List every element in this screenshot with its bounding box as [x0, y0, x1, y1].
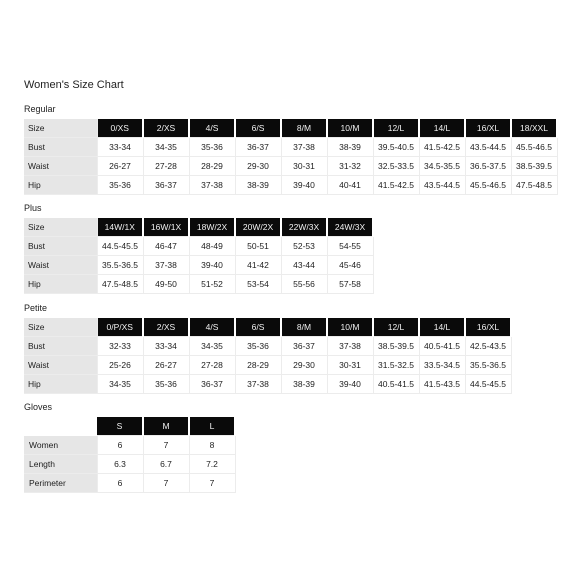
measurement-cell: 36-37 [189, 375, 235, 394]
size-header-cell: 14/L [419, 318, 465, 337]
measurement-cell: 38.5-39.5 [373, 337, 419, 356]
measurement-cell: 44.5-45.5 [97, 237, 143, 256]
size-header-cell: 10/M [327, 119, 373, 138]
measurement-cell: 39-40 [281, 176, 327, 195]
size-header-cell: 20W/2X [235, 218, 281, 237]
measurement-cell: 41.5-42.5 [419, 138, 465, 157]
measurement-cell: 45.5-46.5 [511, 138, 557, 157]
size-header-cell: 0/P/XS [97, 318, 143, 337]
row-header-size: Size [24, 218, 97, 237]
measurement-cell: 32-33 [97, 337, 143, 356]
row-header: Waist [24, 157, 97, 176]
table-row [24, 337, 511, 356]
regular-size-table [24, 119, 558, 195]
row-header: Bust [24, 138, 97, 157]
size-header-cell: 18/XXL [511, 119, 557, 138]
measurement-cell: 35-36 [143, 375, 189, 394]
measurement-cell: 38-39 [235, 176, 281, 195]
size-header-cell: 6/S [235, 119, 281, 138]
measurement-cell: 26-27 [143, 356, 189, 375]
measurement-cell: 40.5-41.5 [419, 337, 465, 356]
measurement-cell: 35.5-36.5 [97, 256, 143, 275]
measurement-cell: 43.5-44.5 [419, 176, 465, 195]
table-row [24, 275, 373, 294]
row-header: Waist [24, 256, 97, 275]
size-header-cell: 18W/2X [189, 218, 235, 237]
size-header-cell: S [97, 417, 143, 436]
size-header-cell: L [189, 417, 235, 436]
measurement-cell: 6 [97, 436, 143, 455]
size-header-cell: 12/L [373, 119, 419, 138]
measurement-cell: 55-56 [281, 275, 327, 294]
measurement-cell: 33-34 [97, 138, 143, 157]
size-header-cell: 14W/1X [97, 218, 143, 237]
measurement-cell: 38-39 [281, 375, 327, 394]
measurement-cell: 53-54 [235, 275, 281, 294]
measurement-cell: 44.5-45.5 [465, 375, 511, 394]
measurement-cell: 35-36 [97, 176, 143, 195]
row-header: Bust [24, 337, 97, 356]
size-header-cell: 16W/1X [143, 218, 189, 237]
measurement-cell: 36.5-37.5 [465, 157, 511, 176]
measurement-cell: 33-34 [143, 337, 189, 356]
row-header: Hip [24, 375, 97, 394]
measurement-cell: 37-38 [235, 375, 281, 394]
measurement-cell: 48-49 [189, 237, 235, 256]
measurement-cell: 34-35 [143, 138, 189, 157]
row-header: Perimeter [24, 474, 97, 493]
petite-size-table [24, 318, 512, 394]
measurement-cell: 49-50 [143, 275, 189, 294]
section-label-petite: Petite [24, 303, 48, 313]
table-row [24, 176, 557, 195]
row-header: Length [24, 455, 97, 474]
measurement-cell: 6 [97, 474, 143, 493]
measurement-cell: 7 [143, 436, 189, 455]
measurement-cell: 34.5-35.5 [419, 157, 465, 176]
size-header-cell: M [143, 417, 189, 436]
measurement-cell: 47.5-48.5 [511, 176, 557, 195]
section-label-plus: Plus [24, 203, 42, 213]
measurement-cell: 35-36 [235, 337, 281, 356]
size-header-cell: 2/XS [143, 119, 189, 138]
size-header-cell: 10/M [327, 318, 373, 337]
table-row [24, 157, 557, 176]
measurement-cell: 52-53 [281, 237, 327, 256]
section-label-regular: Regular [24, 104, 56, 114]
row-header: Waist [24, 356, 97, 375]
measurement-cell: 35-36 [189, 138, 235, 157]
row-header: Hip [24, 176, 97, 195]
size-header-cell: 4/S [189, 318, 235, 337]
row-header: Bust [24, 237, 97, 256]
measurement-cell: 33.5-34.5 [419, 356, 465, 375]
measurement-cell: 38.5-39.5 [511, 157, 557, 176]
measurement-cell: 7.2 [189, 455, 235, 474]
table-row [24, 256, 373, 275]
measurement-cell: 34-35 [97, 375, 143, 394]
measurement-cell: 36-37 [235, 138, 281, 157]
measurement-cell: 37-38 [327, 337, 373, 356]
size-header-cell: 2/XS [143, 318, 189, 337]
measurement-cell: 25-26 [97, 356, 143, 375]
measurement-cell: 41.5-43.5 [419, 375, 465, 394]
measurement-cell: 50-51 [235, 237, 281, 256]
measurement-cell: 27-28 [143, 157, 189, 176]
measurement-cell: 47.5-48.5 [97, 275, 143, 294]
measurement-cell: 41-42 [235, 256, 281, 275]
measurement-cell: 40.5-41.5 [373, 375, 419, 394]
measurement-cell: 43-44 [281, 256, 327, 275]
measurement-cell: 45-46 [327, 256, 373, 275]
table-row [24, 436, 235, 455]
table-row [24, 237, 373, 256]
measurement-cell: 42.5-43.5 [465, 337, 511, 356]
size-header-cell: 12/L [373, 318, 419, 337]
size-header-cell: 4/S [189, 119, 235, 138]
measurement-cell: 38-39 [327, 138, 373, 157]
table-row [24, 138, 557, 157]
table-row [24, 455, 235, 474]
measurement-cell: 29-30 [281, 356, 327, 375]
measurement-cell: 31.5-32.5 [373, 356, 419, 375]
measurement-cell: 30-31 [327, 356, 373, 375]
size-header-cell: 14/L [419, 119, 465, 138]
measurement-cell: 34-35 [189, 337, 235, 356]
measurement-cell: 36-37 [143, 176, 189, 195]
measurement-cell: 43.5-44.5 [465, 138, 511, 157]
size-header-cell: 0/XS [97, 119, 143, 138]
measurement-cell: 6.7 [143, 455, 189, 474]
size-header-row [24, 417, 235, 436]
size-header-cell: 24W/3X [327, 218, 373, 237]
measurement-cell: 46-47 [143, 237, 189, 256]
table-row [24, 474, 235, 493]
measurement-cell: 29-30 [235, 157, 281, 176]
measurement-cell: 31-32 [327, 157, 373, 176]
section-label-gloves: Gloves [24, 402, 53, 412]
size-header-row [24, 119, 557, 138]
measurement-cell: 6.3 [97, 455, 143, 474]
measurement-cell: 39-40 [189, 256, 235, 275]
measurement-cell: 35.5-36.5 [465, 356, 511, 375]
measurement-cell: 28-29 [235, 356, 281, 375]
gloves-size-table [24, 417, 236, 493]
measurement-cell: 27-28 [189, 356, 235, 375]
row-header: Women [24, 436, 97, 455]
measurement-cell: 30-31 [281, 157, 327, 176]
measurement-cell: 39.5-40.5 [373, 138, 419, 157]
measurement-cell: 26-27 [97, 157, 143, 176]
measurement-cell: 37-38 [281, 138, 327, 157]
size-header-row [24, 318, 511, 337]
table-row [24, 375, 511, 394]
measurement-cell: 8 [189, 436, 235, 455]
measurement-cell: 32.5-33.5 [373, 157, 419, 176]
measurement-cell: 57-58 [327, 275, 373, 294]
measurement-cell: 45.5-46.5 [465, 176, 511, 195]
row-header-size: Size [24, 318, 97, 337]
row-header: Hip [24, 275, 97, 294]
measurement-cell: 37-38 [189, 176, 235, 195]
measurement-cell: 36-37 [281, 337, 327, 356]
measurement-cell: 37-38 [143, 256, 189, 275]
size-header-cell: 22W/3X [281, 218, 327, 237]
size-header-cell: 8/M [281, 119, 327, 138]
measurement-cell: 40-41 [327, 176, 373, 195]
measurement-cell: 54-55 [327, 237, 373, 256]
measurement-cell: 41.5-42.5 [373, 176, 419, 195]
measurement-cell: 28-29 [189, 157, 235, 176]
blank-corner-cell [24, 417, 97, 436]
size-header-cell: 16/XL [465, 119, 511, 138]
size-header-cell: 8/M [281, 318, 327, 337]
measurement-cell: 51-52 [189, 275, 235, 294]
row-header-size: Size [24, 119, 97, 138]
plus-size-table [24, 218, 374, 294]
measurement-cell: 7 [143, 474, 189, 493]
size-header-cell: 6/S [235, 318, 281, 337]
table-row [24, 356, 511, 375]
size-header-cell: 16/XL [465, 318, 511, 337]
measurement-cell: 39-40 [327, 375, 373, 394]
page-title: Women's Size Chart [24, 79, 124, 91]
size-header-row [24, 218, 373, 237]
measurement-cell: 7 [189, 474, 235, 493]
